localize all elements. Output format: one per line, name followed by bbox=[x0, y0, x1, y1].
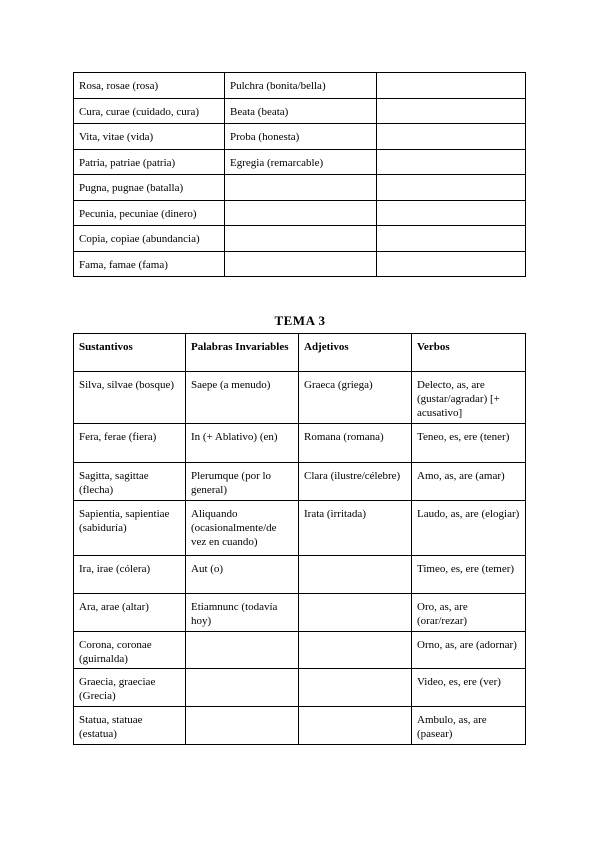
table-row bbox=[74, 226, 526, 252]
table-row bbox=[74, 707, 526, 745]
table-row bbox=[74, 556, 526, 594]
table-cell bbox=[225, 200, 377, 226]
table-cell bbox=[377, 124, 526, 150]
table-row bbox=[74, 73, 526, 99]
vocabulary-table-tema-3 bbox=[73, 333, 526, 745]
table-cell: Copia, copiae (abundancia) bbox=[74, 226, 225, 252]
table-cell: Ambulo, as, are (pasear) bbox=[412, 707, 526, 745]
table-cell: Sagitta, sagittae (flecha) bbox=[74, 463, 186, 501]
table-cell: Pecunia, pecuniae (dinero) bbox=[74, 200, 225, 226]
table-cell bbox=[377, 251, 526, 277]
vocabulary-table-1 bbox=[73, 72, 526, 277]
table-header-row bbox=[74, 334, 526, 372]
column-header-sustantivos: Sustantivos bbox=[74, 334, 186, 372]
table-cell bbox=[186, 632, 299, 669]
table-row bbox=[74, 372, 526, 424]
table-row bbox=[74, 669, 526, 707]
table-cell bbox=[299, 669, 412, 707]
table-cell bbox=[377, 73, 526, 99]
table-cell bbox=[225, 226, 377, 252]
table-row bbox=[74, 200, 526, 226]
table-cell: Aliquando (ocasionalmente/de vez en cuando) bbox=[186, 501, 299, 556]
table-cell: Statua, statuae (estatua) bbox=[74, 707, 186, 745]
table-cell: Orno, as, are (adornar) bbox=[412, 632, 526, 669]
table-cell: Beata (beata) bbox=[225, 98, 377, 124]
table-cell bbox=[299, 632, 412, 669]
table-cell: Romana (romana) bbox=[299, 424, 412, 463]
table-row bbox=[74, 594, 526, 632]
table-cell: Ara, arae (altar) bbox=[74, 594, 186, 632]
table-row bbox=[74, 424, 526, 463]
table-cell: Teneo, es, ere (tener) bbox=[412, 424, 526, 463]
table-row bbox=[74, 463, 526, 501]
table-cell: Patria, patriae (patria) bbox=[74, 149, 225, 175]
table-cell: Cura, curae (cuidado, cura) bbox=[74, 98, 225, 124]
table-cell: Fama, famae (fama) bbox=[74, 251, 225, 277]
table-cell bbox=[186, 669, 299, 707]
table-cell bbox=[299, 707, 412, 745]
column-header-palabras-invariables: Palabras Invariables bbox=[186, 334, 299, 372]
table-cell bbox=[377, 98, 526, 124]
table-cell: Aut (o) bbox=[186, 556, 299, 594]
table-cell: Vita, vitae (vida) bbox=[74, 124, 225, 150]
table-cell bbox=[299, 556, 412, 594]
table-cell: Irata (irritada) bbox=[299, 501, 412, 556]
table-row bbox=[74, 251, 526, 277]
table-cell: Graecia, graeciae (Grecia) bbox=[74, 669, 186, 707]
table-row bbox=[74, 149, 526, 175]
table-cell bbox=[377, 175, 526, 201]
table-cell: Egregia (remarcable) bbox=[225, 149, 377, 175]
table-cell: Laudo, as, are (elogiar) bbox=[412, 501, 526, 556]
table-cell: Timeo, es, ere (temer) bbox=[412, 556, 526, 594]
table-cell: Etiamnunc (todavía hoy) bbox=[186, 594, 299, 632]
column-header-verbos: Verbos bbox=[412, 334, 526, 372]
table-cell: Oro, as, are (orar/rezar) bbox=[412, 594, 526, 632]
table-cell: Pugna, pugnae (batalla) bbox=[74, 175, 225, 201]
table-cell: Video, es, ere (ver) bbox=[412, 669, 526, 707]
table-row bbox=[74, 124, 526, 150]
table-cell: Ira, irae (cólera) bbox=[74, 556, 186, 594]
table-cell: Saepe (a menudo) bbox=[186, 372, 299, 424]
table-cell: In (+ Ablativo) (en) bbox=[186, 424, 299, 463]
table-row bbox=[74, 98, 526, 124]
table-cell bbox=[299, 594, 412, 632]
table-row bbox=[74, 632, 526, 669]
table-cell bbox=[377, 149, 526, 175]
table-cell bbox=[377, 200, 526, 226]
table-cell: Silva, silvae (bosque) bbox=[74, 372, 186, 424]
table-cell: Fera, ferae (fiera) bbox=[74, 424, 186, 463]
table-cell bbox=[225, 175, 377, 201]
table-cell: Proba (honesta) bbox=[225, 124, 377, 150]
table-cell: Clara (ilustre/célebre) bbox=[299, 463, 412, 501]
table-row bbox=[74, 501, 526, 556]
column-header-adjetivos: Adjetivos bbox=[299, 334, 412, 372]
table-cell: Corona, coronae (guirnalda) bbox=[74, 632, 186, 669]
section-title: TEMA 3 bbox=[274, 313, 326, 328]
table-cell bbox=[186, 707, 299, 745]
table-cell: Delecto, as, are (gustar/agradar) [+ acusativo] bbox=[412, 372, 526, 424]
table-cell: Plerumque (por lo general) bbox=[186, 463, 299, 501]
table-cell: Amo, as, are (amar) bbox=[412, 463, 526, 501]
table-cell: Sapientia, sapientiae (sabiduría) bbox=[74, 501, 186, 556]
table-cell bbox=[377, 226, 526, 252]
table-cell bbox=[225, 251, 377, 277]
table-cell: Graeca (griega) bbox=[299, 372, 412, 424]
table-row bbox=[74, 175, 526, 201]
table-cell: Rosa, rosae (rosa) bbox=[74, 73, 225, 99]
table-cell: Pulchra (bonita/bella) bbox=[225, 73, 377, 99]
